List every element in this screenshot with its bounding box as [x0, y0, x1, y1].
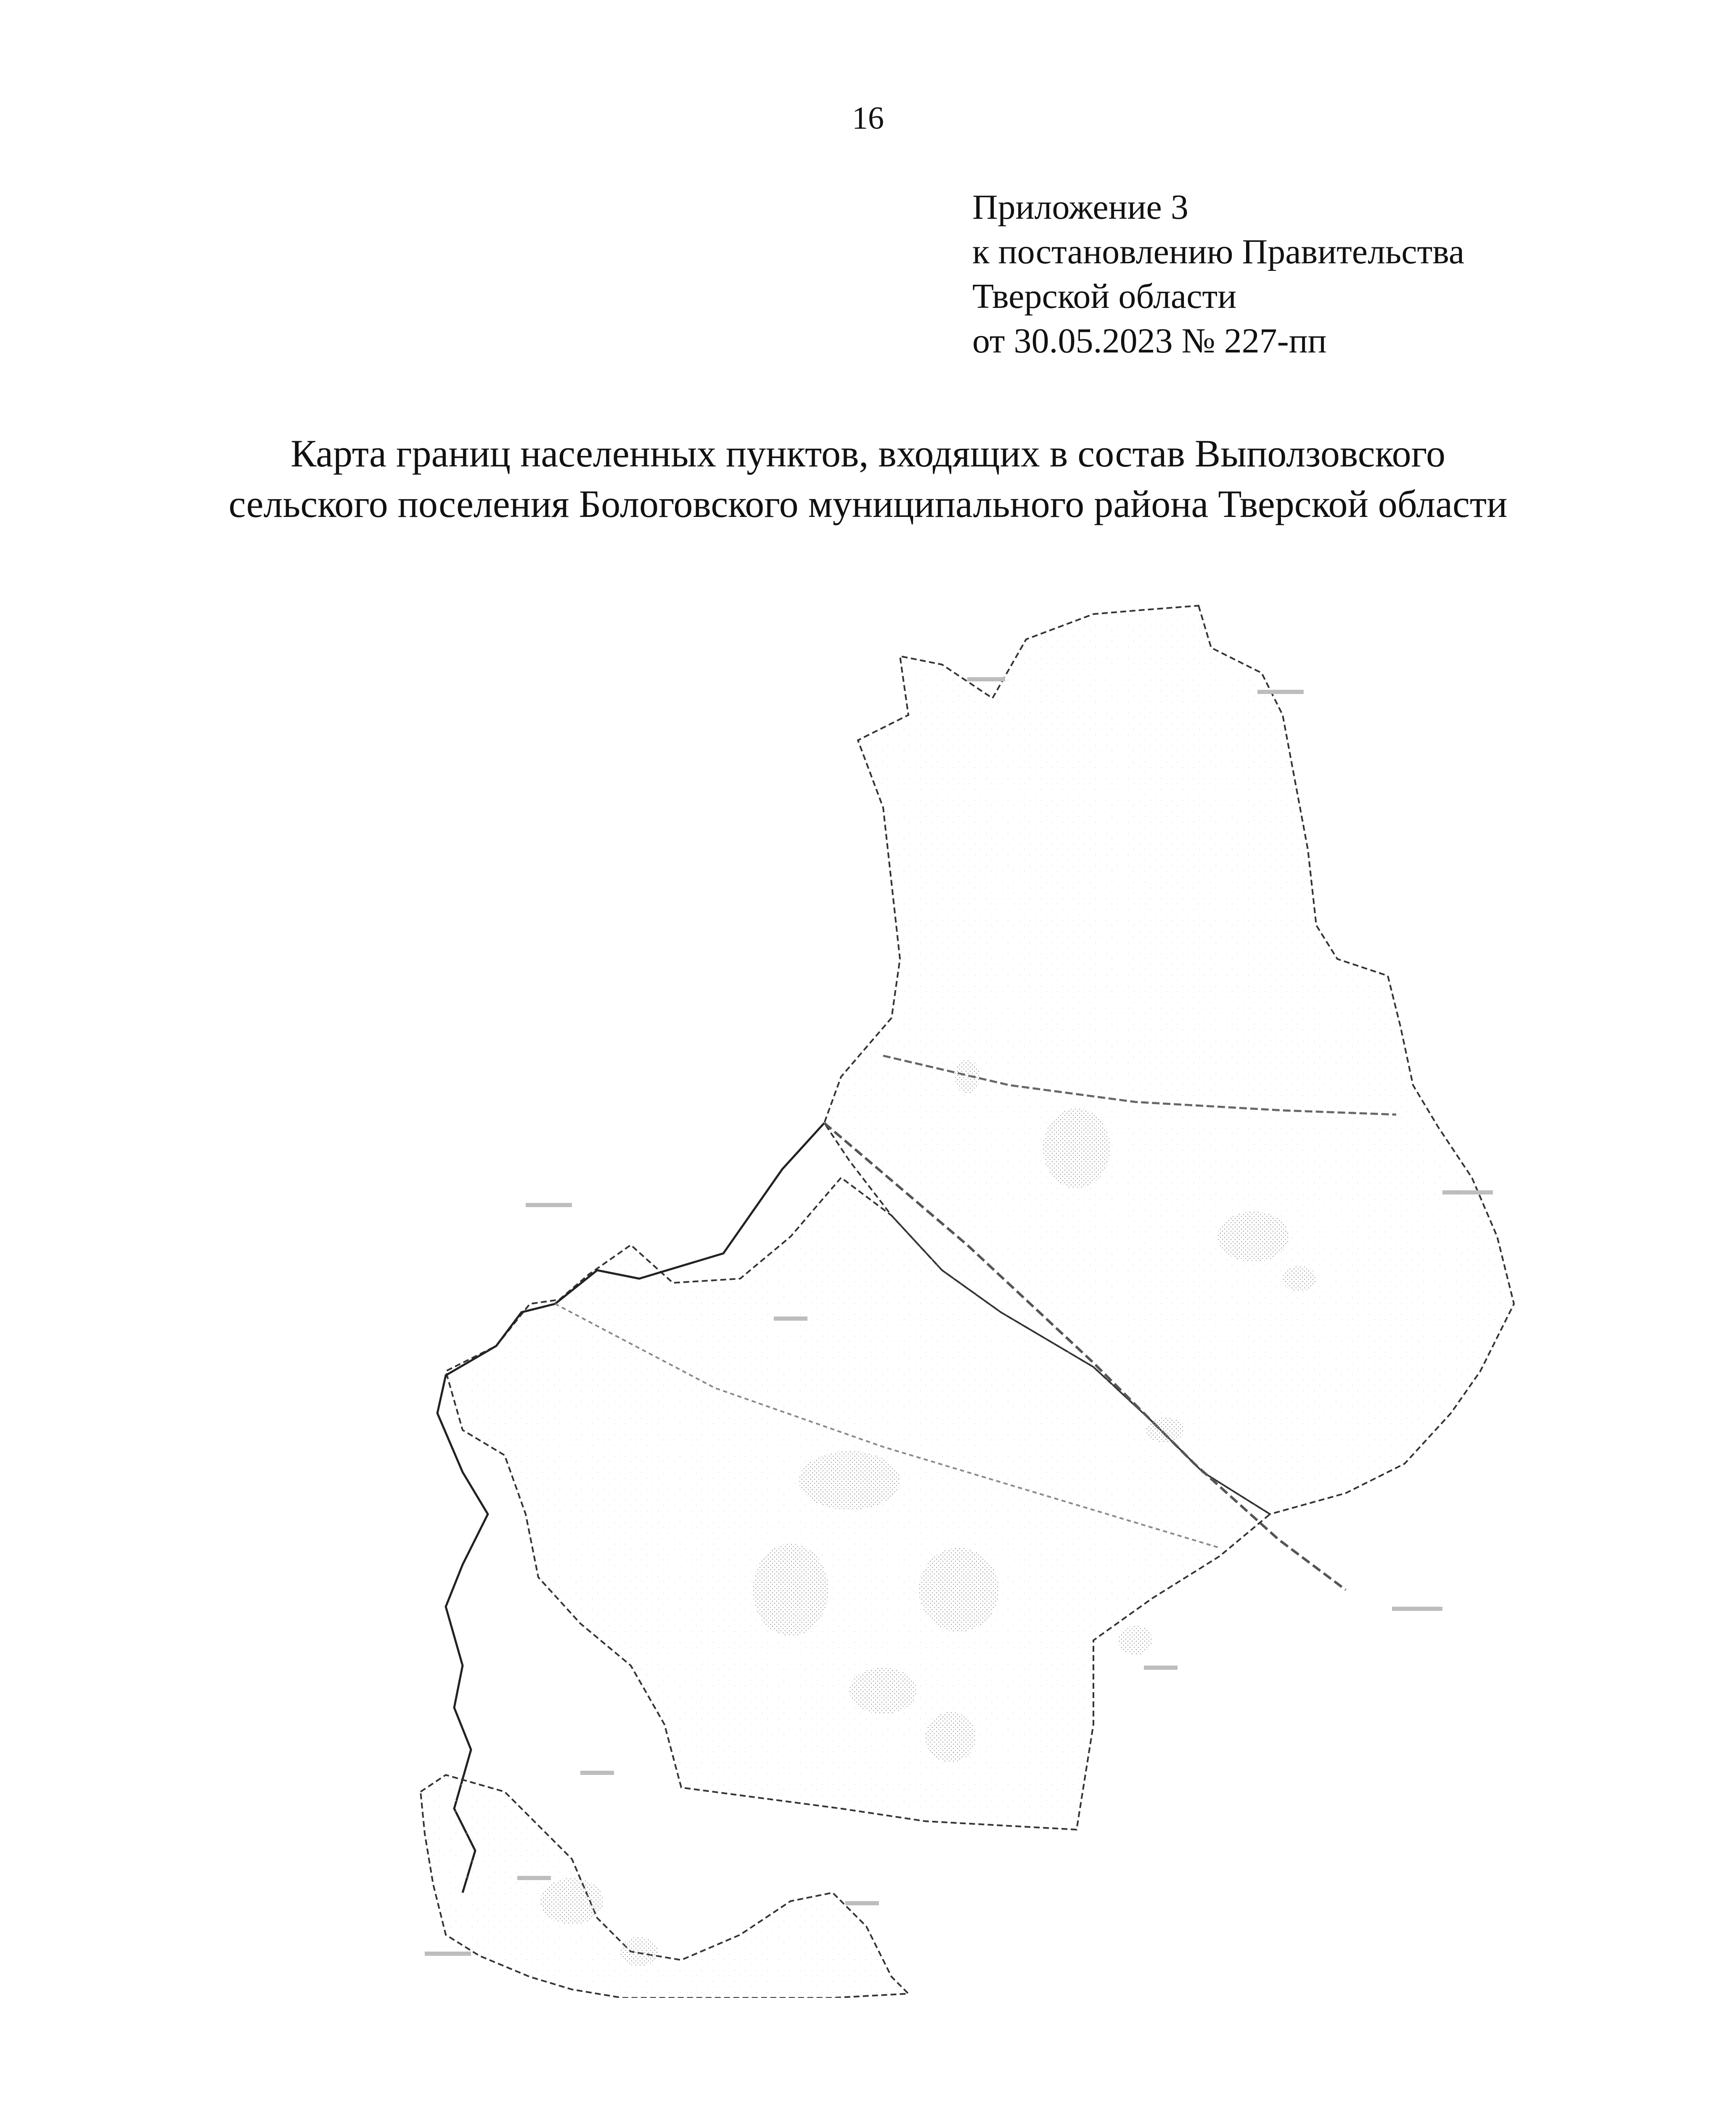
- map-settlement: [1283, 1266, 1316, 1291]
- appendix-line-3: Тверской области: [972, 277, 1237, 316]
- map-label-mark: [517, 1876, 551, 1880]
- map-label-mark: [1257, 690, 1304, 694]
- map-label-mark: [967, 677, 1005, 681]
- map-settlement: [1146, 1417, 1184, 1443]
- document-title: [0, 428, 1736, 529]
- map-label-mark: [1144, 1666, 1178, 1670]
- title-line-1: Карта границ населенных пунктов, входящих в состав Выползовского: [290, 432, 1446, 475]
- map-label-mark: [774, 1316, 807, 1321]
- map-settlement: [540, 1878, 603, 1924]
- map-label-mark: [1392, 1607, 1442, 1611]
- map-settlement: [1119, 1626, 1152, 1655]
- appendix-block: [972, 185, 1464, 363]
- map-label-mark: [526, 1203, 572, 1207]
- map-settlement: [955, 1060, 980, 1094]
- map-label-mark: [425, 1952, 471, 1956]
- title-line-2: сельского поселения Бологовского муниципального района Тверской области: [228, 482, 1508, 525]
- map-svg: [0, 589, 1736, 1998]
- map-settlement: [849, 1668, 917, 1714]
- appendix-line-2: к постановлению Правительства: [972, 232, 1465, 271]
- settlement-boundaries-map: [0, 589, 1736, 1998]
- map-settlement: [925, 1712, 976, 1762]
- map-settlement: [1043, 1108, 1110, 1188]
- map-label-mark: [845, 1901, 879, 1905]
- map-settlement: [919, 1548, 999, 1632]
- map-label-mark: [1442, 1190, 1493, 1195]
- map-label-mark: [580, 1771, 614, 1775]
- page-number: 16: [852, 101, 884, 136]
- appendix-line-1: Приложение 3: [972, 188, 1188, 227]
- map-settlement: [1217, 1211, 1289, 1262]
- appendix-line-4: от 30.05.2023 № 227-пп: [972, 321, 1327, 360]
- map-settlement: [799, 1451, 900, 1510]
- map-settlement: [620, 1937, 658, 1966]
- map-settlement: [753, 1544, 828, 1636]
